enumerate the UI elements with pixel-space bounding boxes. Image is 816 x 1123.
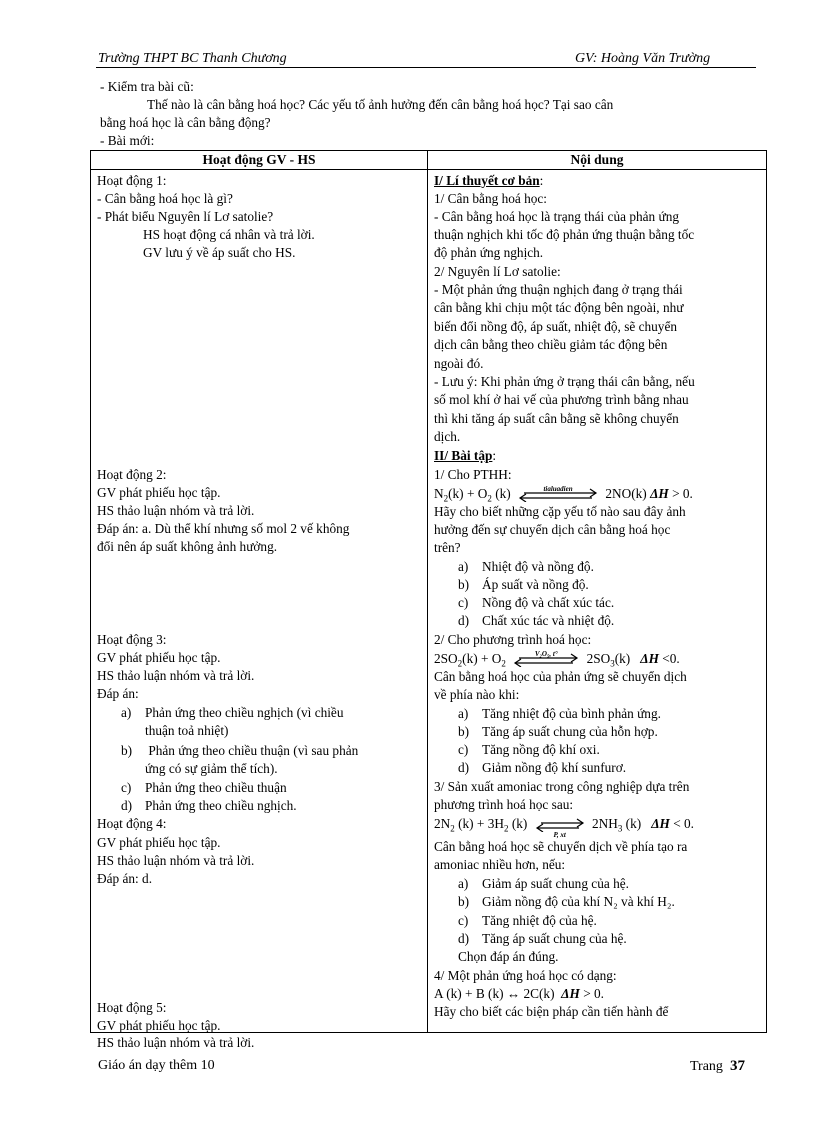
q3-line: 3/ Sản xuất amoniac trong công nghiệp dựa trên [434, 779, 690, 794]
hd3-line: HS thảo luận nhóm và trả lời. [97, 668, 255, 683]
intro-new-lesson: - Bài mới: [100, 133, 155, 148]
q2-option: a) Tăng nhiệt độ của bình phản ứng. [458, 706, 661, 721]
q3-equation: $2N_2$ $(k) + 3H_2$ (k) P, xt $2NH_3$ (k) ΔH < 0. [434, 816, 694, 839]
hd1-line: GV lưu ý về áp suất cho HS. [143, 245, 296, 260]
q2-title: 2/ Cho phương trình hoá học: [434, 632, 592, 647]
content-line: ngoài đó. [434, 356, 484, 371]
content-line: cân bằng khi chịu một tác động bên ngoài, như [434, 300, 684, 315]
content-line: biến đổi nồng độ, áp suất, nhiệt độ, sẽ chuyển [434, 319, 677, 334]
q1-option: c) Nồng độ và chất xúc tác. [458, 595, 615, 610]
intro-question-line-2: bằng hoá học là cân bằng động? [100, 115, 271, 130]
equilibrium-arrow-icon: P, xt [535, 818, 585, 832]
content-line: - Cân bằng hoá học là trạng thái của phản ứng [434, 209, 679, 224]
content-line: dịch. [434, 429, 461, 444]
hd3-answer-d: d) Phản ứng theo chiều nghịch. [121, 798, 297, 813]
section-theory: I/ Lí thuyết cơ bản: [434, 173, 544, 188]
hd2-line: đổi nên áp suất không ảnh hưởng. [97, 539, 278, 554]
hd3-answer-c: c) Phản ứng theo chiều thuận [121, 780, 287, 795]
hd3-line: Đáp án: [97, 686, 139, 701]
activities-column [91, 170, 428, 1050]
hd2-title: Hoạt động 2: [97, 467, 167, 482]
content-line: - Một phản ứng thuận nghịch đang ở trạng thái [434, 282, 683, 297]
q4-equation: A (k) + B (k) ↔ 2C(k) ΔH > 0. [434, 986, 604, 1001]
hd4-title: Hoạt động 4: [97, 816, 167, 831]
hd1-line: - Phát biểu Nguyên lí Lơ satolie? [97, 209, 274, 224]
hd3-line: GV phát phiếu học tập. [97, 650, 221, 665]
hd1-line: - Cân bằng hoá học là gì? [97, 191, 233, 206]
hd1-line: HS hoạt động cá nhân và trả lời. [143, 227, 315, 242]
section-exercises: II/ Bài tập: [434, 448, 497, 463]
equilibrium-arrow-icon: tialuadien [518, 488, 598, 502]
header-activities: Hoạt động GV - HS [91, 151, 428, 170]
hd4-line: GV phát phiếu học tập. [97, 835, 221, 850]
q2-line: Cân bằng hoá học của phản ứng sẽ chuyển dịch [434, 669, 687, 684]
content-line: thì khi tăng áp suất cân bằng sẽ không chuyển [434, 411, 679, 426]
hd5-title: Hoạt động 5: [97, 1000, 167, 1015]
q3-line: Cân bằng hoá học sẽ chuyển dịch về phía tạo ra [434, 839, 688, 854]
footer-page: Trang 37 [690, 1058, 745, 1074]
table-header-row [91, 151, 767, 170]
content-line: số mol khí ở hai vế của phương trình bằng nhau [434, 392, 689, 407]
hd4-line: Đáp án: d. [97, 871, 153, 886]
q3-choose: Chọn đáp án đúng. [458, 949, 559, 964]
q2-option: b) Tăng áp suất chung của hỗn hợp. [458, 724, 658, 739]
q2-option: c) Tăng nồng độ khí oxi. [458, 742, 600, 757]
equilibrium-arrow-icon: V₂O₅, t° [513, 653, 579, 667]
q2-line: về phía nào khi: [434, 687, 520, 702]
q1-option: b) Áp suất và nồng độ. [458, 577, 589, 592]
hd3-title: Hoạt động 3: [97, 632, 167, 647]
content-line: 1/ Cân bằng hoá học: [434, 191, 547, 206]
q2-option: d) Giảm nồng độ khí sunfurơ. [458, 760, 627, 775]
header-rule [96, 67, 756, 68]
hd3-answer-b-cont: ứng có sự giảm thể tích). [145, 761, 278, 776]
q1-line: trên? [434, 540, 461, 555]
hd3-answer-b: b) Phản ứng theo chiều thuận (vì sau phản [121, 743, 359, 758]
hd1-title: Hoạt động 1: [97, 173, 167, 188]
content-line: dịch cân bằng theo chiều giảm tác động bên [434, 337, 668, 352]
q1-line: Hãy cho biết những cặp yếu tố nào sau đây ảnh [434, 504, 686, 519]
q1-option: a) Nhiệt độ và nồng độ. [458, 559, 594, 574]
hd2-line: HS thảo luận nhóm và trả lời. [97, 503, 255, 518]
lesson-table [90, 150, 767, 1050]
content-line: thuận nghịch khi tốc độ phản ứng thuận bằng tốc [434, 227, 695, 242]
table-body-row [91, 170, 767, 1033]
hd5-line: HS thảo luận nhóm và trả lời. [97, 1035, 255, 1050]
hd3-answer-a-cont: thuận toả nhiệt) [145, 723, 229, 738]
header-content: Nội dung [428, 151, 767, 170]
q3-line: phương trình hoá học sau: [434, 797, 574, 812]
content-column [428, 170, 767, 1033]
q1-option: d) Chất xúc tác và nhiệt độ. [458, 613, 615, 628]
q2-equation: $2SO_2(k) + O_2$ V₂O₅, t° $2SO_3(k)$ ΔH <0. [434, 649, 680, 669]
content-line: 2/ Nguyên lí Lơ satolie: [434, 264, 561, 279]
intro-check-label: - Kiểm tra bài cũ: [100, 79, 194, 94]
footer-left: Giáo án dạy thêm 10 [98, 1058, 215, 1073]
q4-line: Hãy cho biết các biện pháp cần tiến hành để [434, 1004, 669, 1019]
q3-option: c) Tăng nhiệt độ của hệ. [458, 913, 597, 928]
hd3-answer-a: a) Phản ứng theo chiều nghịch (vì chiều [121, 705, 344, 720]
header-school: Trường THPT BC Thanh Chương [98, 51, 287, 66]
q1-title: 1/ Cho PTHH: [434, 467, 512, 482]
content-line: độ phản ứng nghịch. [434, 245, 544, 260]
hd2-line: Đáp án: a. Dù thể khí nhưng số mol 2 vế không [97, 521, 350, 536]
q1-equation: $N_2(k) + O_2$ (k) tialuadien 2NO(k) ΔH > 0. [434, 484, 693, 504]
hd5-line: GV phát phiếu học tập. [97, 1018, 221, 1033]
q1-line: hưởng đến sự chuyển dịch cân bằng hoá học [434, 522, 671, 537]
hd2-line: GV phát phiếu học tập. [97, 485, 221, 500]
header-teacher: GV: Hoàng Văn Trường [575, 51, 711, 66]
q3-line: amoniac nhiều hơn, nếu: [434, 857, 566, 872]
hd4-line: HS thảo luận nhóm và trả lời. [97, 853, 255, 868]
q3-option: b) Giảm nồng độ của khí N₂ và khí H₂. [458, 894, 675, 909]
q3-option: a) Giảm áp suất chung của hệ. [458, 876, 629, 891]
intro-question-line-1: Thế nào là cân bằng hoá học? Các yếu tố ảnh hưởng đến cân bằng hoá học? Tại sao cân [147, 97, 614, 112]
q4-title: 4/ Một phản ứng hoá học có dạng: [434, 968, 617, 983]
content-line: - Lưu ý: Khi phản ứng ở trạng thái cân bằng, nếu [434, 374, 695, 389]
q3-option: d) Tăng áp suất chung của hệ. [458, 931, 627, 946]
